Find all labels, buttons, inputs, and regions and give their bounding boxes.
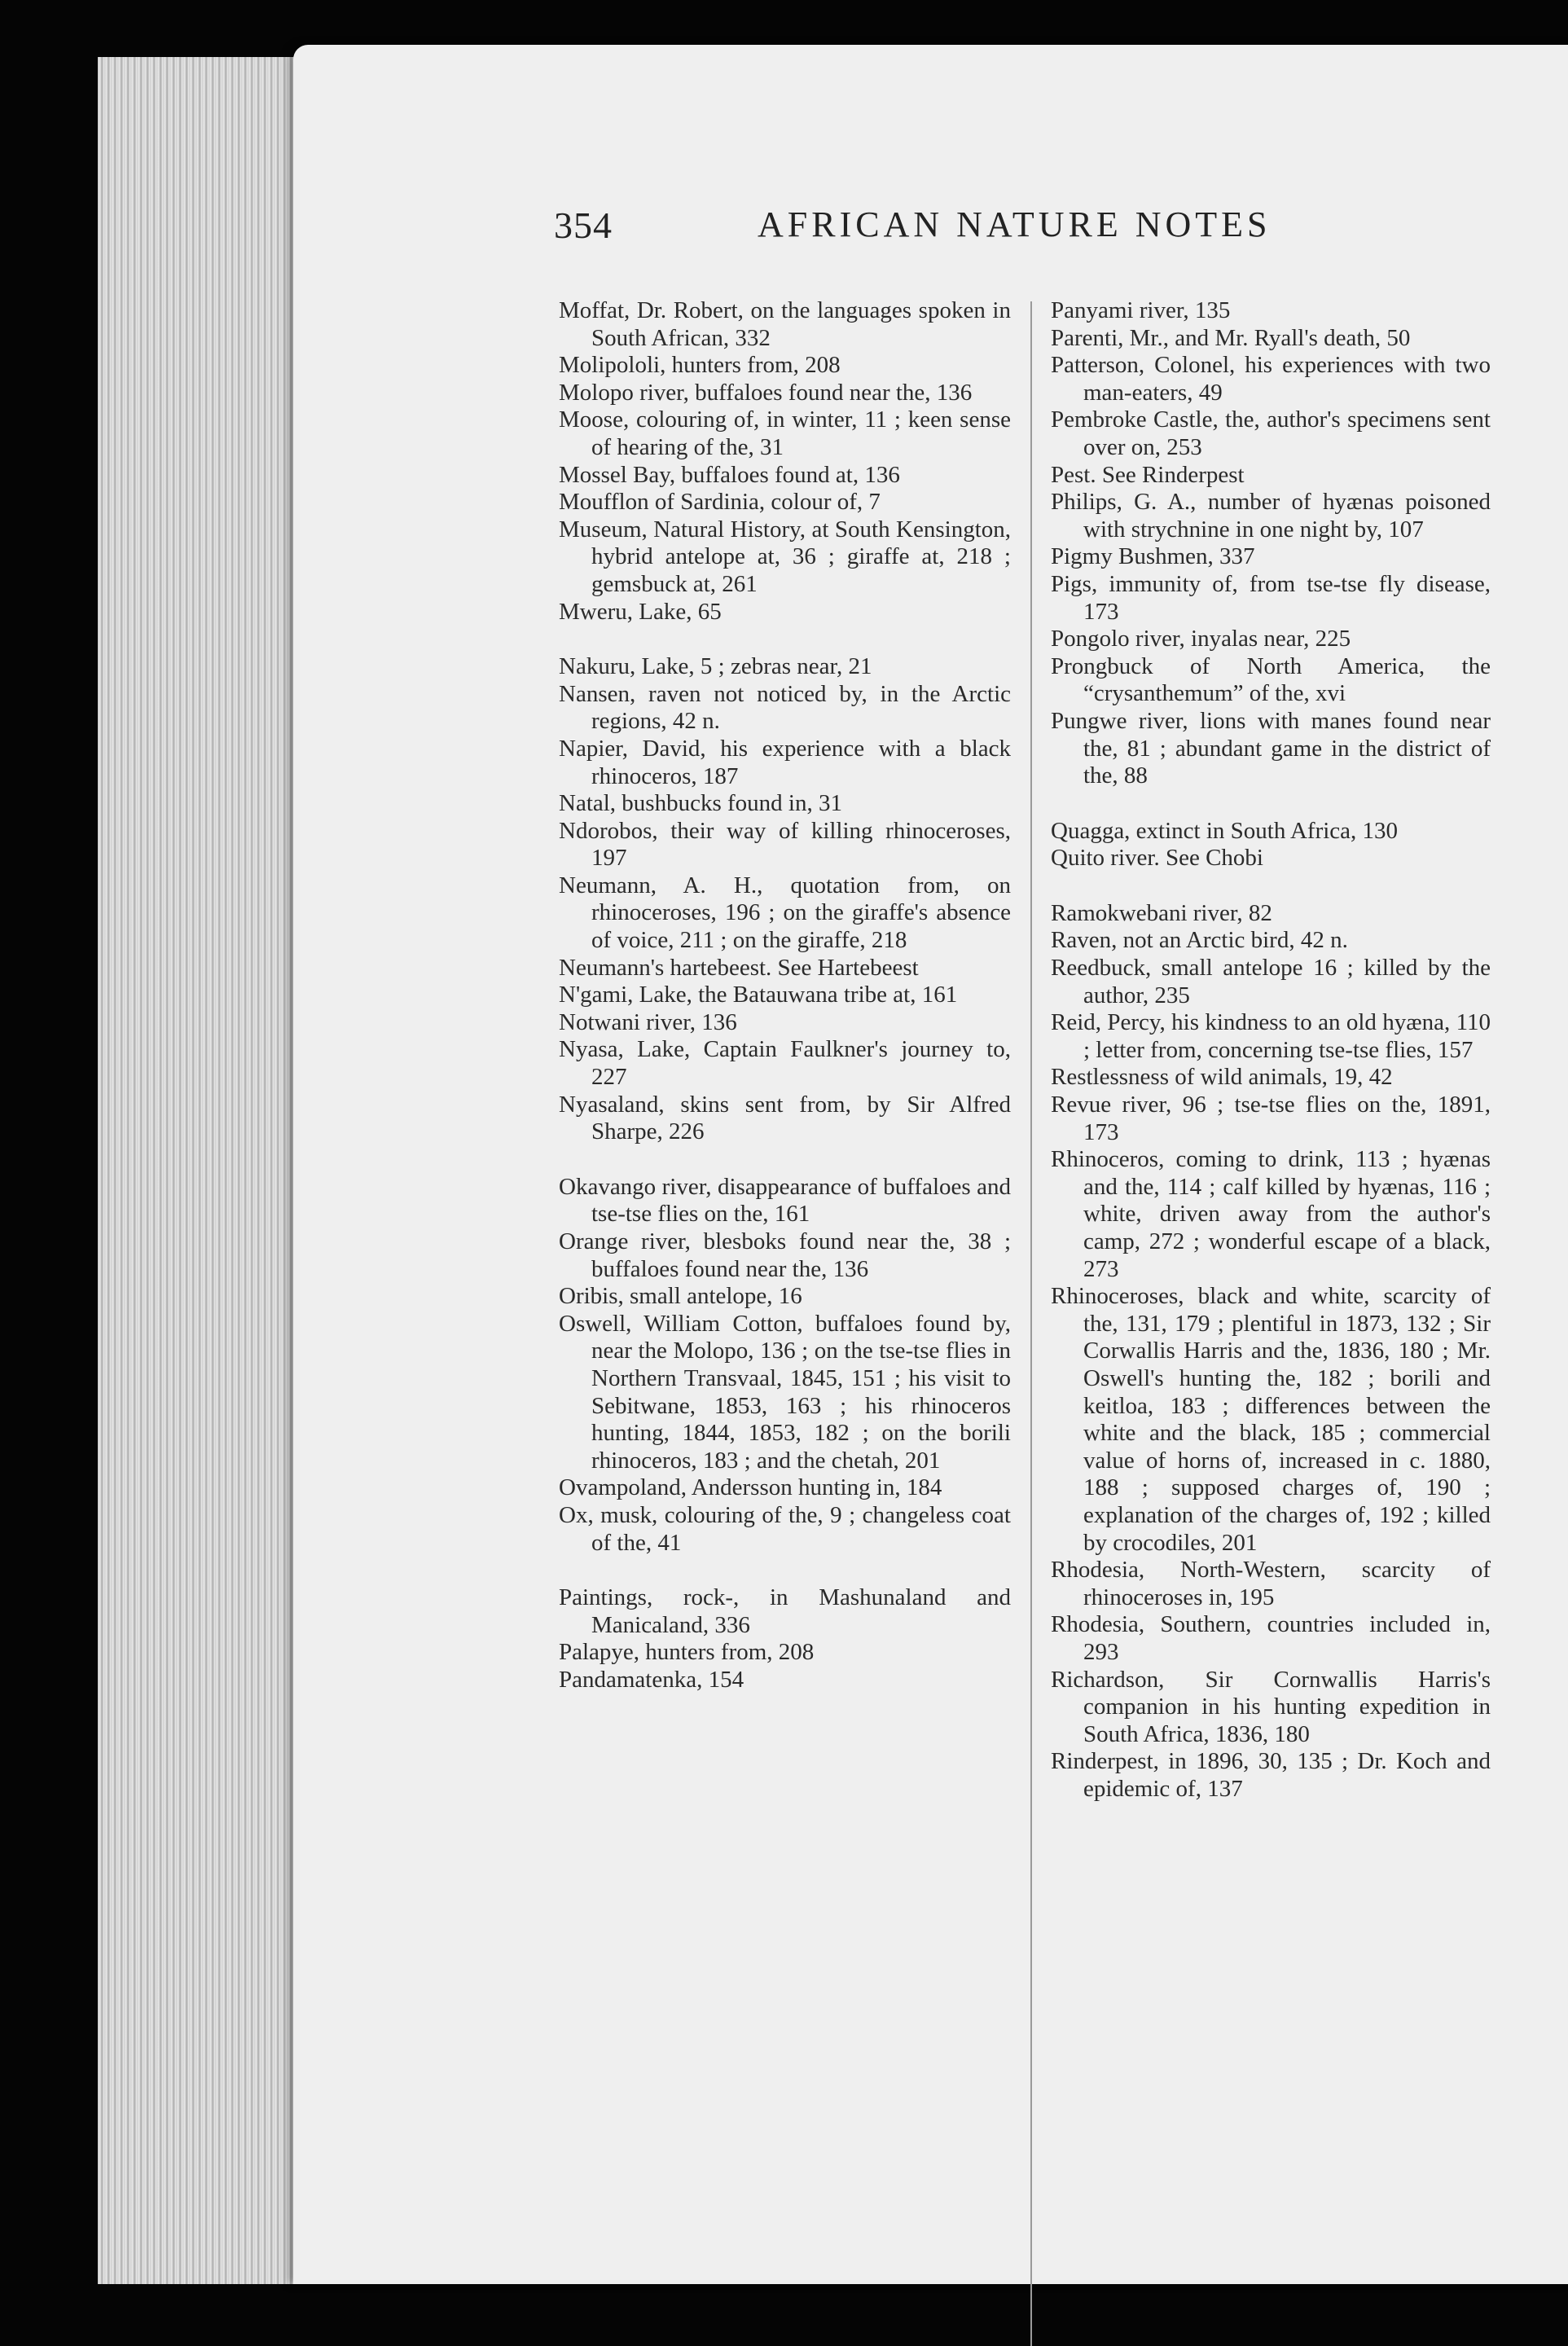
- section-gap: [559, 626, 1011, 653]
- index-entry: Reid, Percy, his kindness to an old hyæna, 110 ; letter from, concerning tse-tse flies, 157: [1051, 1009, 1491, 1063]
- index-entry: Nansen, raven not noticed by, in the Arctic regions, 42 n.: [559, 680, 1011, 735]
- index-entry: Pandamatenka, 154: [559, 1666, 744, 1693]
- section-gap: [1051, 872, 1491, 900]
- index-entry: Quagga, extinct in South Africa, 130: [1051, 817, 1399, 844]
- index-entry: Pungwe river, lions with manes found near the, 81 ; abundant game in the district of the, 88: [1051, 707, 1491, 789]
- column-divider: [1030, 301, 1032, 2346]
- index-entry: Molipololi, hunters from, 208: [559, 352, 841, 379]
- index-entry: Neumann, A. H., quotation from, on rhinoceroses, 196 ; on the giraffe's absence of voice, 211 ; on the giraffe, 218: [559, 872, 1011, 954]
- index-entry: Okavango river, disappearance of buffaloes and tse-tse flies on the, 161: [559, 1173, 1011, 1228]
- index-entry: Panyami river, 135: [1051, 297, 1231, 323]
- index-entry: Rhodesia, Southern, countries included in, 293: [1051, 1611, 1491, 1665]
- index-entry: Ramokwebani river, 82: [1051, 899, 1272, 926]
- index-entry: Pest. See Rinderpest: [1051, 461, 1245, 488]
- index-entry: Pembroke Castle, the, author's specimens sent over on, 253: [1051, 406, 1491, 460]
- index-entry: Nyasa, Lake, Captain Faulkner's journey to, 227: [559, 1036, 1011, 1091]
- section-gap: [1051, 790, 1491, 818]
- index-entry: Napier, David, his experience with a black rhinoceros, 187: [559, 735, 1011, 789]
- index-entry: Revue river, 96 ; tse-tse flies on the, 1891, 173: [1051, 1092, 1491, 1145]
- index-entry: Pigmy Bushmen, 337: [1051, 543, 1255, 570]
- index-entry: Ndorobos, their way of killing rhinoceroses, 197: [559, 817, 1011, 872]
- index-entry: Notwani river, 136: [559, 1008, 737, 1035]
- index-entry: Prongbuck of North America, the “crysanthemum” of the, xvi: [1051, 652, 1491, 707]
- index-entry: Neumann's hartebeest. See Hartebeest: [559, 954, 919, 981]
- index-entry: Mweru, Lake, 65: [559, 598, 722, 625]
- index-entry: Paintings, rock-, in Mashunaland and Manicaland, 336: [559, 1584, 1011, 1638]
- page-header: [554, 204, 1548, 253]
- index-entry: Moufflon of Sardinia, colour of, 7: [559, 489, 881, 516]
- index-entry: Ovampoland, Andersson hunting in, 184: [559, 1474, 942, 1501]
- index-entry: Oswell, William Cotton, buffaloes found by, near the Molopo, 136 ; on the tse-tse flies in Northern Transvaal, 1845, 151 ; his visit to Sebitwane, 1853, 163 ; his rhinoceros hunting, 1844, 1853, 182 ; on the borili rhinoceros, 183 ; and the chetah, 201: [559, 1310, 1011, 1474]
- running-title: AFRICAN NATURE NOTES: [758, 204, 1272, 244]
- section-gap: [559, 1146, 1011, 1174]
- index-entry: Orange river, blesboks found near the, 38 ; buffaloes found near the, 136: [559, 1228, 1011, 1282]
- index-entry: Raven, not an Arctic bird, 42 n.: [1051, 927, 1348, 954]
- index-entry: Moffat, Dr. Robert, on the languages spoken in South African, 332: [559, 297, 1011, 351]
- index-entry: Pigs, immunity of, from tse-tse fly disease, 173: [1051, 570, 1491, 625]
- index-entry: Museum, Natural History, at South Kensington, hybrid antelope at, 36 ; giraffe at, 218 ; gemsbuck at, 261: [559, 516, 1011, 597]
- index-entry: Pongolo river, inyalas near, 225: [1051, 626, 1351, 652]
- index-column-right: [1051, 297, 1491, 1803]
- index-entry: N'gami, Lake, the Batauwana tribe at, 161: [559, 982, 958, 1008]
- index-entry: Reedbuck, small antelope 16 ; killed by the author, 235: [1051, 955, 1491, 1008]
- index-column-left: [559, 297, 1011, 1694]
- index-entry: Restlessness of wild animals, 19, 42: [1051, 1064, 1393, 1091]
- index-entry: Ox, musk, colouring of the, 9 ; changeless coat of the, 41: [559, 1501, 1011, 1556]
- index-entry: Rinderpest, in 1896, 30, 135 ; Dr. Koch and epidemic of, 137: [1051, 1748, 1491, 1802]
- index-entry: Richardson, Sir Cornwallis Harris's companion in his hunting expedition in South Africa, 1836, 180: [1051, 1666, 1491, 1747]
- index-entry: Quito river. See Chobi: [1051, 845, 1263, 872]
- page-number: 354: [554, 204, 613, 246]
- index-entry: Rhinoceroses, black and white, scarcity of the, 131, 179 ; plentiful in 1873, 132 ; Sir Corwallis Harris and the, 1836, 180 ; Mr. Oswell's hunting the, 182 ; borili and keitloa, 183 ; differences between the white and the black, 185 ; commercial value of horns of, increased in c. 1880, 188 ; supposed charges of, 190 ; explanation of the charges of, 192 ; killed by crocodiles, 201: [1051, 1283, 1491, 1556]
- index-entry: Molopo river, buffaloes found near the, 136: [559, 379, 973, 406]
- index-entry: Natal, bushbucks found in, 31: [559, 790, 842, 817]
- index-entry: Mossel Bay, buffaloes found at, 136: [559, 461, 900, 488]
- index-entry: Patterson, Colonel, his experiences with two man-eaters, 49: [1051, 352, 1491, 406]
- index-entry: Moose, colouring of, in winter, 11 ; keen sense of hearing of the, 31: [559, 406, 1011, 460]
- index-entry: Oribis, small antelope, 16: [559, 1283, 802, 1310]
- index-entry: Parenti, Mr., and Mr. Ryall's death, 50: [1051, 324, 1411, 351]
- index-entry: Rhodesia, North-Western, scarcity of rhinoceroses in, 195: [1051, 1557, 1491, 1610]
- index-entry: Nyasaland, skins sent from, by Sir Alfred Sharpe, 226: [559, 1091, 1011, 1145]
- index-entry: Rhinoceros, coming to drink, 113 ; hyænas and the, 114 ; calf killed by hyænas, 116 ; white, driven away from the author's camp, 272 ; wonderful escape of a black, 273: [1051, 1146, 1491, 1282]
- index-entry: Philips, G. A., number of hyænas poisoned with strychnine in one night by, 107: [1051, 489, 1491, 543]
- section-gap: [559, 1557, 1011, 1584]
- index-entry: Palapye, hunters from, 208: [559, 1639, 815, 1666]
- page-edges: [98, 57, 310, 2284]
- index-entry: Nakuru, Lake, 5 ; zebras near, 21: [559, 653, 872, 680]
